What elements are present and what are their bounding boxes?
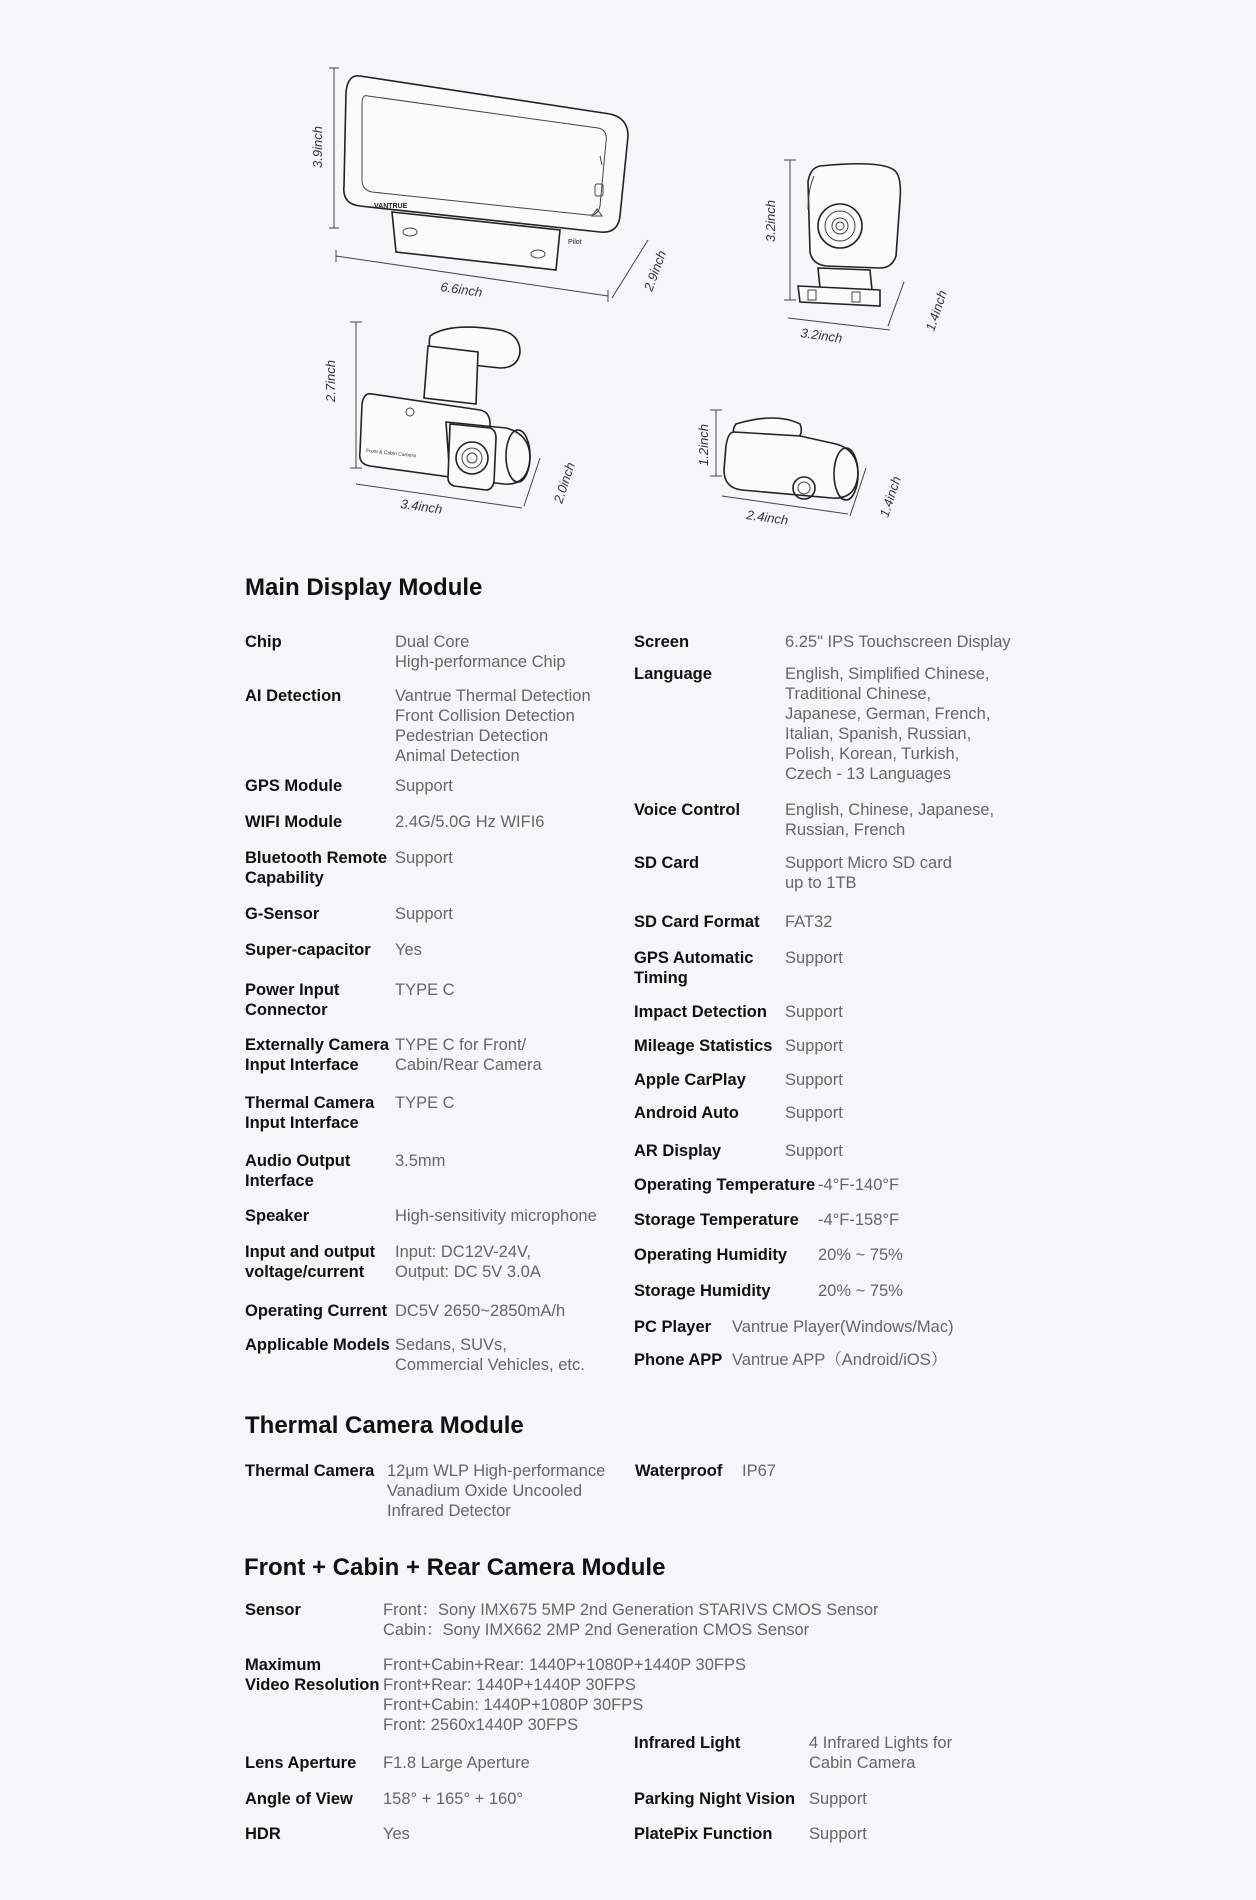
spec-label: SD Card Format [634, 913, 760, 931]
front-height-label: 2.7inch [323, 360, 338, 402]
spec-value: TYPE C for Front/ Cabin/Rear Camera [395, 1036, 542, 1074]
spec-value: English, Simplified Chinese, Traditional Chinese, Japanese, German, French, Italian, Spanish, Russian, Polish, Korean, Turkish, Czech - 13 Languages [785, 665, 991, 783]
spec-value: 158° + 165° + 160° [383, 1790, 523, 1808]
spec-value: Support [785, 1104, 843, 1122]
spec-label: SD Card [634, 854, 700, 872]
spec-value: TYPE C [395, 981, 455, 999]
rear-width-label: 2.4inch [745, 507, 790, 528]
spec-value: Yes [383, 1825, 410, 1843]
spec-value: TYPE C [395, 1094, 455, 1112]
spec-label: GPS Automatic Timing [634, 949, 754, 987]
front-cabin-camera-illustration [323, 322, 578, 517]
display-brand-text: VANTRUE [374, 203, 408, 210]
spec-label: GPS Module [245, 777, 343, 795]
spec-label: G-Sensor [245, 905, 320, 923]
spec-value: Vantrue Thermal Detection Front Collision Detection Pedestrian Detection Animal Detection [395, 687, 591, 765]
spec-value: Support [809, 1790, 867, 1808]
spec-label: Speaker [245, 1207, 310, 1225]
spec-label: Operating Current [245, 1302, 388, 1320]
spec-label: Mileage Statistics [634, 1037, 773, 1055]
spec-label: Power Input Connector [245, 981, 340, 1019]
spec-label: WIFI Module [245, 813, 343, 831]
spec-value: IP67 [742, 1462, 776, 1480]
main-display-illustration [310, 68, 669, 302]
spec-value: 12μm WLP High-performance Vanadium Oxide Uncooled Infrared Detector [387, 1462, 606, 1520]
spec-value: 4 Infrared Lights for Cabin Camera [809, 1734, 953, 1772]
spec-label: AI Detection [245, 687, 342, 705]
spec-label: Bluetooth Remote Capability [245, 849, 388, 887]
spec-value: Sedans, SUVs, Commercial Vehicles, etc. [395, 1336, 585, 1374]
spec-value: High-sensitivity microphone [395, 1207, 597, 1225]
spec-label: HDR [245, 1825, 281, 1843]
spec-label: Operating Temperature [634, 1176, 816, 1194]
rear-depth-label: 1.4inch [876, 474, 904, 519]
display-height-label: 3.9inch [310, 126, 325, 168]
spec-value: Support [809, 1825, 867, 1843]
spec-value: -4°F-140°F [818, 1176, 900, 1194]
spec-value: Support [395, 905, 453, 923]
display-model-text: Pilot [568, 239, 582, 246]
spec-label: Thermal Camera Input Interface [245, 1094, 375, 1132]
spec-label: Super-capacitor [245, 941, 371, 959]
spec-value: Front+Cabin+Rear: 1440P+1080P+1440P 30FPS Front+Rear: 1440P+1440P 30FPS Front+Cabin: 1440P+1080P 30FPS Front: 2560x1440P 30FPS [383, 1656, 746, 1734]
camera-module-title: Front + Cabin + Rear Camera Module [244, 1554, 666, 1581]
thermal-camera-illustration [763, 160, 950, 346]
spec-label: Audio Output Interface [245, 1152, 351, 1190]
spec-label: Angle of View [245, 1790, 353, 1808]
spec-value: 6.25" IPS Touchscreen Display [785, 633, 1011, 651]
spec-value: FAT32 [785, 913, 833, 931]
product-dimension-diagrams [0, 0, 1256, 560]
spec-label: Input and output voltage/current [245, 1243, 376, 1281]
spec-value: English, Chinese, Japanese, Russian, French [785, 801, 995, 839]
spec-label: Maximum Video Resolution [245, 1656, 380, 1694]
spec-value: Support [395, 777, 453, 795]
spec-value: 3.5mm [395, 1152, 446, 1170]
spec-label: Voice Control [634, 801, 741, 819]
thermal-module-title: Thermal Camera Module [245, 1412, 524, 1439]
spec-value: -4°F-158°F [818, 1211, 900, 1229]
spec-label: Apple CarPlay [634, 1071, 746, 1089]
spec-label: Screen [634, 633, 690, 651]
spec-value: Support [785, 1071, 843, 1089]
rear-height-label: 1.2inch [696, 424, 711, 466]
spec-label: Lens Aperture [245, 1754, 357, 1772]
front-width-label: 3.4inch [399, 496, 444, 517]
spec-value: Vantrue APP（Android/iOS） [732, 1351, 948, 1369]
front-depth-label: 2.0inch [550, 460, 578, 505]
spec-label: Android Auto [634, 1104, 739, 1122]
spec-value: Front：Sony IMX675 5MP 2nd Generation STARIVS CMOS Sensor Cabin：Sony IMX662 2MP 2nd Generation CMOS Sensor [383, 1601, 879, 1639]
spec-value: 2.4G/5.0G Hz WIFI6 [395, 813, 545, 831]
spec-label: AR Display [634, 1142, 722, 1160]
thermal-depth-label: 1.4inch [922, 288, 950, 333]
spec-value: Yes [395, 941, 422, 959]
spec-value: Support [785, 949, 843, 967]
spec-label: Storage Humidity [634, 1282, 771, 1300]
spec-value: 20% ~ 75% [818, 1282, 903, 1300]
spec-value: Vantrue Player(Windows/Mac) [732, 1318, 954, 1336]
spec-label: Thermal Camera [245, 1462, 375, 1480]
spec-value: Support [785, 1142, 843, 1160]
spec-value: Input: DC12V-24V, Output: DC 5V 3.0A [395, 1243, 541, 1281]
thermal-width-label: 3.2inch [799, 325, 844, 346]
front-camera-label: Front & Cabin Camera [365, 448, 417, 460]
display-width-label: 6.6inch [439, 279, 484, 300]
spec-label: Operating Humidity [634, 1246, 788, 1264]
thermal-height-label: 3.2inch [763, 200, 778, 242]
rear-camera-illustration [696, 410, 904, 528]
spec-label: Applicable Models [245, 1336, 390, 1354]
spec-label: Externally Camera Input Interface [245, 1036, 389, 1074]
spec-label: Infrared Light [634, 1734, 741, 1752]
spec-value: Support [785, 1037, 843, 1055]
spec-label: Parking Night Vision [634, 1790, 796, 1808]
spec-value: Dual Core High-performance Chip [395, 633, 566, 671]
main-display-title: Main Display Module [245, 574, 483, 601]
display-depth-label: 2.9inch [640, 248, 670, 294]
spec-label: Waterproof [635, 1462, 723, 1480]
spec-label: Impact Detection [634, 1003, 767, 1021]
spec-label: Storage Temperature [634, 1211, 799, 1229]
spec-label: Phone APP [634, 1351, 723, 1369]
spec-label: PlatePix Function [634, 1825, 773, 1843]
spec-value: 20% ~ 75% [818, 1246, 903, 1264]
spec-label: PC Player [634, 1318, 712, 1336]
spec-value: Support [395, 849, 453, 867]
spec-value: Support Micro SD card up to 1TB [785, 854, 952, 892]
spec-label: Language [634, 665, 712, 683]
spec-value: Support [785, 1003, 843, 1021]
spec-value: DC5V 2650~2850mA/h [395, 1302, 566, 1320]
spec-value: F1.8 Large Aperture [383, 1754, 530, 1772]
spec-label: Sensor [245, 1601, 301, 1619]
spec-label: Chip [245, 633, 282, 651]
